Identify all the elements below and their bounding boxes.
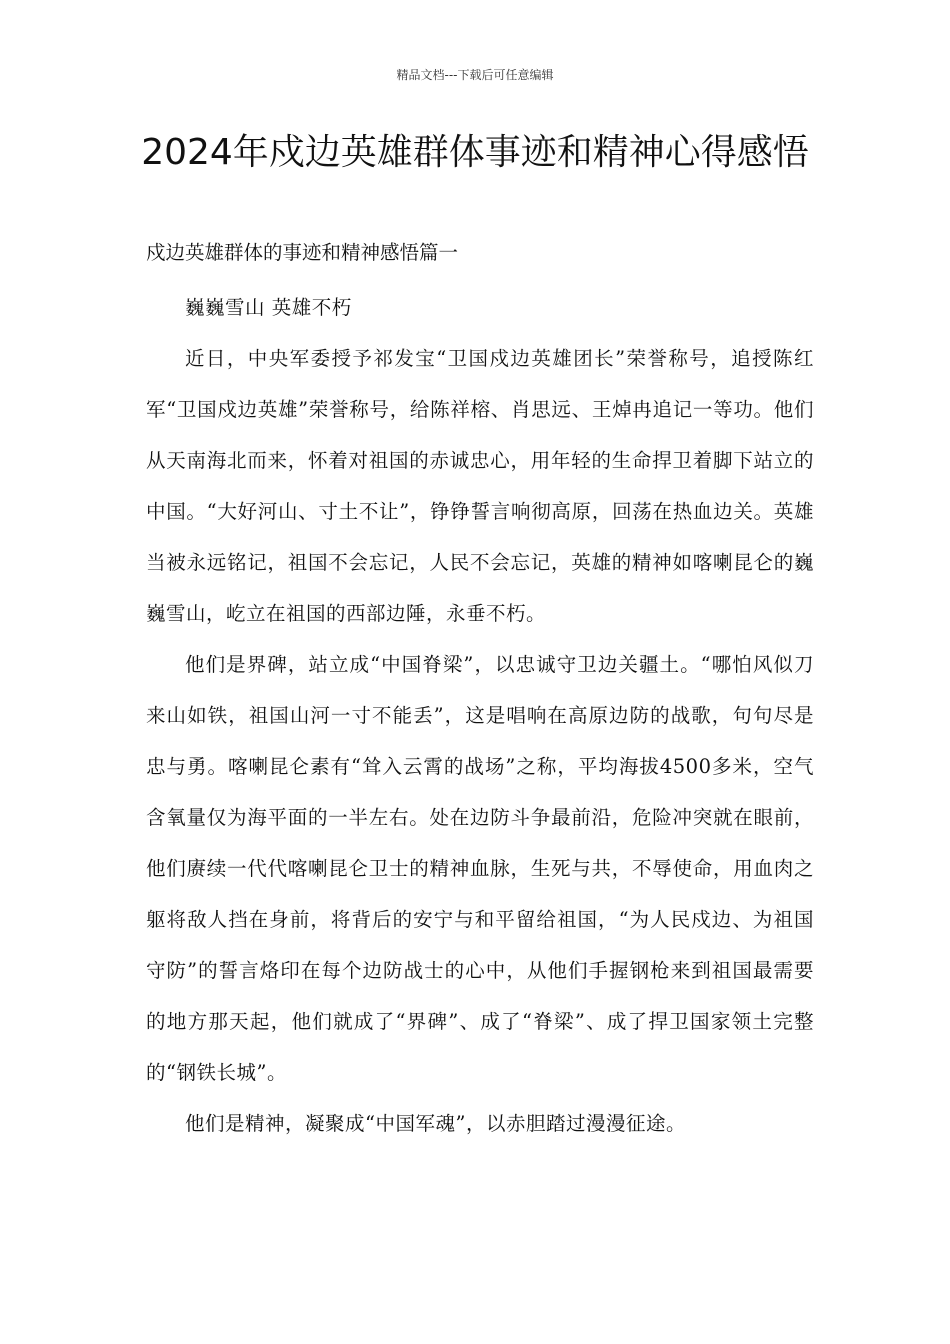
paragraph: 他们是精神，凝聚成“中国军魂”，以赤胆踏过漫漫征途。 bbox=[185, 1112, 686, 1135]
document-title: 2024年戍边英雄群体事迹和精神心得感悟 bbox=[141, 132, 809, 173]
paragraph: 近日，中央军委授予祁发宝“卫国戍边英雄团长”荣誉称号，追授陈红军“卫国戍边英雄”荣誉称号，给陈祥榕、肖思远、王焯冉追记一等功。他们从天南海北而来，怀着对祖国的赤诚忠心，用年轻的生命捍卫着脚下站立的中国。“大好河山、寸土不让”，铮铮誓言响彻高原，回荡在热血边关。英雄当被永远铭记，祖国不会忘记，人民不会忘记，英雄的精神如喀喇昆仑的巍巍雪山，屹立在祖国的西部边陲，永垂不朽。 bbox=[146, 347, 814, 625]
paragraph: 他们是界碑，站立成“中国脊梁”，以忠诚守卫边关疆土。“哪怕风似刀来山如铁，祖国山河一寸不能丢”，这是唱响在高原边防的战歌，句句尽是忠与勇。喀喇昆仑素有“耸入云霄的战场”之称，平均海拔4500多米，空气含氧量仅为海平面的一半左右。处在边防斗争最前沿，危险冲突就在眼前，他们赓续一代代喀喇昆仑卫士的精神血脉，生死与共，不辱使命，用血肉之躯将敌人挡在身前，将背后的安宁与和平留给祖国，“为人民戍边、为祖国守防”的誓言烙印在每个边防战士的心中，从他们手握钢枪来到祖国最需要的地方那天起，他们就成了“界碑”、成了“脊梁”、成了捍卫国家领土完整的“钢铁长城”。 bbox=[146, 653, 814, 1084]
document-subtitle: 戍边英雄群体的事迹和精神感悟篇一 bbox=[146, 241, 459, 264]
document-body bbox=[146, 282, 814, 1149]
paragraph-heading: 巍巍雪山 英雄不朽 bbox=[185, 296, 352, 319]
header-note: 精品文档---下载后可任意编辑 bbox=[396, 68, 554, 82]
